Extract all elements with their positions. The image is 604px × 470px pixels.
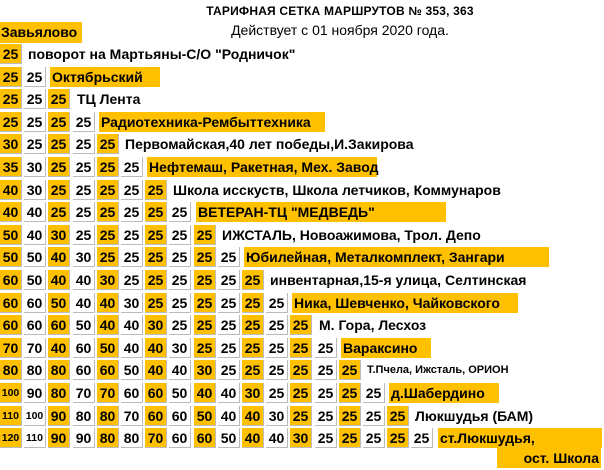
stop-label: инвентарная,15-я улица, Селтинская	[270, 272, 527, 288]
fare-cell: 90	[48, 428, 70, 448]
fare-cell: 80	[97, 428, 119, 448]
fare-cell: 40	[194, 383, 216, 403]
stop-label: ВЕТЕРАН-ТЦ "МЕДВЕДЬ"	[196, 202, 446, 222]
fare-cell: 25	[218, 315, 240, 335]
fare-cell: 40	[97, 315, 119, 335]
fare-cell: 25	[266, 293, 288, 313]
fare-cell: 25	[169, 293, 191, 313]
fare-cell: 40	[73, 293, 95, 313]
fare-cell: 30	[48, 225, 70, 245]
stop-label: ТЦ Лента	[77, 91, 141, 107]
fare-cell: 25	[121, 157, 143, 177]
fare-cell: 60	[0, 270, 22, 290]
stop-label: д.Шабердино	[389, 383, 499, 403]
fare-cell: 60	[145, 406, 167, 426]
fare-cell: 25	[73, 202, 95, 222]
fare-cell: 25	[387, 428, 409, 448]
fare-cell: 60	[169, 406, 191, 426]
fare-cell: 25	[145, 180, 167, 200]
fare-cell: 50	[73, 315, 95, 335]
fare-cell: 60	[0, 293, 22, 313]
fare-cell: 50	[169, 383, 191, 403]
fare-cell: 25	[363, 406, 385, 426]
stop-label: Ника, Шевченко, Чайковского	[292, 293, 518, 313]
fare-cell: 25	[266, 360, 288, 380]
stop-label: Школа исскуств, Школа летчиков, Коммунаров	[173, 182, 501, 198]
fare-cell: 50	[0, 225, 22, 245]
fare-cell: 25	[73, 225, 95, 245]
fare-cell: 110	[24, 428, 46, 448]
fare-cell: 30	[266, 406, 288, 426]
fare-cell: 60	[145, 383, 167, 403]
fare-cell: 25	[48, 89, 70, 109]
fare-cell: 25	[73, 157, 95, 177]
fare-cell: 60	[97, 360, 119, 380]
fare-cell: 80	[24, 360, 46, 380]
fare-cell: 25	[169, 247, 191, 267]
fare-cell: 25	[24, 89, 46, 109]
fare-cell: 30	[97, 270, 119, 290]
fare-cell: 25	[97, 157, 119, 177]
fare-cell: 80	[97, 406, 119, 426]
fare-cell: 25	[0, 44, 22, 64]
fare-cell: 25	[339, 360, 361, 380]
fare-cell: 40	[121, 315, 143, 335]
fare-cell: 25	[266, 338, 288, 358]
fare-cell: 25	[290, 383, 312, 403]
fare-cell: 40	[48, 338, 70, 358]
fare-cell: 40	[121, 338, 143, 358]
fare-cell: 25	[121, 247, 143, 267]
fare-cell: 60	[194, 428, 216, 448]
fare-cell: 40	[169, 360, 191, 380]
stop-label: Октябрьский	[50, 67, 160, 87]
fare-cell: 60	[24, 315, 46, 335]
fare-cell: 25	[339, 406, 361, 426]
fare-cell: 25	[97, 247, 119, 267]
fare-cell: 25	[24, 112, 46, 132]
fare-cell: 90	[48, 406, 70, 426]
fare-cell: 25	[145, 270, 167, 290]
fare-cell: 25	[266, 315, 288, 335]
tariff-title: ТАРИФНАЯ СЕТКА МАРШРУТОВ № 353, 363	[206, 4, 474, 18]
stop-label: М. Гора, Лесхоз	[319, 317, 427, 333]
fare-cell: 40	[0, 180, 22, 200]
fare-cell: 25	[169, 202, 191, 222]
fare-cell: 35	[0, 157, 22, 177]
fare-cell: 25	[194, 247, 216, 267]
fare-cell: 25	[97, 202, 119, 222]
fare-cell: 60	[121, 383, 143, 403]
fare-cell: 25	[169, 225, 191, 245]
fare-cell: 40	[145, 338, 167, 358]
stop-label: ст.Люкшудья,	[438, 428, 602, 448]
fare-cell: 70	[0, 338, 22, 358]
fare-cell: 40	[266, 428, 288, 448]
fare-cell: 25	[121, 202, 143, 222]
fare-cell: 70	[121, 406, 143, 426]
fare-cell: 25	[73, 134, 95, 154]
fare-cell: 25	[290, 338, 312, 358]
fare-cell: 30	[121, 293, 143, 313]
fare-cell: 60	[48, 315, 70, 335]
fare-cell: 25	[363, 428, 385, 448]
fare-cell: 25	[145, 293, 167, 313]
stop-label: Вараксино	[341, 338, 431, 358]
fare-cell: 25	[0, 67, 22, 87]
fare-cell: 25	[48, 202, 70, 222]
fare-cell: 25	[315, 428, 337, 448]
fare-cell: 25	[242, 293, 264, 313]
fare-cell: 25	[194, 225, 216, 245]
fare-cell: 25	[266, 383, 288, 403]
fare-cell: 25	[315, 338, 337, 358]
fare-cell: 25	[48, 134, 70, 154]
fare-cell: 60	[0, 315, 22, 335]
fare-cell: 70	[145, 428, 167, 448]
fare-cell: 40	[97, 293, 119, 313]
fare-cell: 25	[0, 89, 22, 109]
fare-cell: 25	[242, 338, 264, 358]
fare-cell: 40	[48, 270, 70, 290]
fare-cell: 25	[97, 180, 119, 200]
fare-cell: 80	[48, 360, 70, 380]
fare-cell: 25	[145, 225, 167, 245]
fare-cell: 80	[73, 406, 95, 426]
fare-cell: 50	[218, 428, 240, 448]
stop-label: Первомайская,40 лет победы,И.Закирова	[125, 136, 414, 152]
fare-cell: 25	[194, 293, 216, 313]
fare-cell: 25	[24, 67, 46, 87]
stop-label-line2: ост. Школа	[497, 448, 601, 468]
fare-cell: 25	[73, 180, 95, 200]
fare-cell: 25	[290, 360, 312, 380]
fare-cell: 120	[0, 428, 22, 448]
fare-cell: 25	[145, 247, 167, 267]
stop-label: Нефтемаш, Ракетная, Мех. Завод	[149, 159, 379, 175]
fare-cell: 70	[97, 383, 119, 403]
fare-cell: 40	[218, 383, 240, 403]
fare-cell: 25	[97, 134, 119, 154]
fare-cell: 25	[97, 225, 119, 245]
fare-cell: 40	[48, 247, 70, 267]
fare-cell: 25	[218, 270, 240, 290]
tariff-subtitle: Действует с 01 ноября 2020 года.	[231, 22, 449, 38]
fare-cell: 25	[24, 134, 46, 154]
fare-cell: 30	[0, 134, 22, 154]
fare-cell: 25	[315, 360, 337, 380]
fare-cell: 30	[24, 180, 46, 200]
fare-cell: 90	[24, 383, 46, 403]
fare-cell: 50	[24, 247, 46, 267]
fare-cell: 70	[73, 383, 95, 403]
fare-cell: 60	[73, 338, 95, 358]
fare-cell: 50	[0, 247, 22, 267]
fare-cell: 25	[242, 270, 264, 290]
fare-cell: 30	[24, 157, 46, 177]
fare-cell: 80	[48, 383, 70, 403]
fare-cell: 25	[48, 112, 70, 132]
fare-cell: 40	[218, 406, 240, 426]
fare-cell: 25	[194, 315, 216, 335]
fare-cell: 30	[145, 315, 167, 335]
fare-cell: 25	[387, 406, 409, 426]
fare-cell: 60	[73, 360, 95, 380]
fare-cell: 40	[0, 202, 22, 222]
fare-cell: 70	[24, 338, 46, 358]
fare-cell: 80	[0, 360, 22, 380]
fare-cell: 40	[24, 202, 46, 222]
fare-cell: 50	[97, 338, 119, 358]
fare-cell: 25	[339, 428, 361, 448]
fare-cell: 40	[242, 428, 264, 448]
fare-cell: 25	[411, 428, 433, 448]
fare-cell: 25	[194, 270, 216, 290]
stop-label: Т.Пчела, Ижсталь, ОРИОН	[367, 364, 509, 376]
fare-cell: 25	[290, 406, 312, 426]
fare-cell: 100	[24, 406, 46, 426]
fare-cell: 30	[290, 428, 312, 448]
fare-cell: 25	[121, 270, 143, 290]
fare-cell: 25	[0, 112, 22, 132]
fare-cell: 30	[242, 383, 264, 403]
fare-cell: 40	[242, 406, 264, 426]
fare-cell: 25	[194, 338, 216, 358]
fare-cell: 25	[73, 112, 95, 132]
fare-cell: 50	[121, 360, 143, 380]
fare-cell: 30	[194, 360, 216, 380]
fare-cell: 50	[24, 270, 46, 290]
fare-cell: 25	[290, 315, 312, 335]
fare-cell: 40	[24, 225, 46, 245]
stop-label: Радиотехника-Рембыттехника	[99, 112, 325, 132]
fare-cell: 50	[194, 406, 216, 426]
stop-label: ИЖСТАЛЬ, Новоажимова, Трол. Депо	[222, 227, 481, 243]
fare-cell: 25	[218, 338, 240, 358]
fare-cell: 25	[169, 270, 191, 290]
fare-cell: 25	[339, 383, 361, 403]
fare-cell: 25	[48, 157, 70, 177]
fare-cell: 90	[73, 428, 95, 448]
fare-cell: 60	[169, 428, 191, 448]
fare-cell: 25	[242, 360, 264, 380]
fare-cell: 30	[73, 247, 95, 267]
origin-stop: Завьялово	[0, 22, 82, 43]
fare-cell: 40	[145, 360, 167, 380]
fare-cell: 60	[24, 293, 46, 313]
fare-cell: 25	[121, 225, 143, 245]
fare-cell: 25	[218, 293, 240, 313]
fare-cell: 100	[0, 383, 22, 403]
fare-cell: 40	[73, 270, 95, 290]
fare-cell: 25	[121, 180, 143, 200]
stop-label: Люкшудья (БАМ)	[415, 408, 534, 424]
fare-cell: 110	[0, 406, 22, 426]
fare-cell: 50	[48, 293, 70, 313]
fare-cell: 25	[242, 315, 264, 335]
fare-cell: 80	[121, 428, 143, 448]
fare-cell: 25	[218, 247, 240, 267]
fare-cell: 25	[48, 180, 70, 200]
fare-cell: 25	[315, 383, 337, 403]
fare-cell: 25	[169, 315, 191, 335]
fare-cell: 25	[315, 406, 337, 426]
stop-label: Юбилейная, Металкомплект, Зангари	[244, 247, 549, 267]
stop-label: поворот на Мартьяны-С/О "Родничок"	[28, 46, 296, 62]
fare-cell: 25	[363, 383, 385, 403]
fare-cell: 30	[169, 338, 191, 358]
fare-cell: 25	[145, 202, 167, 222]
fare-cell: 25	[218, 360, 240, 380]
